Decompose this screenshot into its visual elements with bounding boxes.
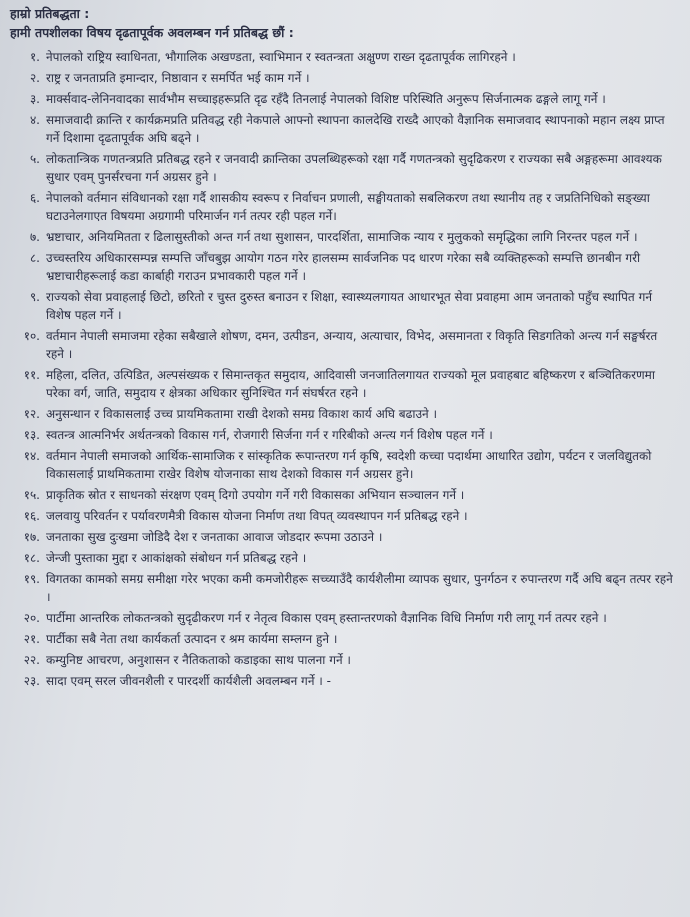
item-number: १३. — [23, 428, 40, 442]
item-number: १७. — [23, 530, 40, 544]
item-number: २३. — [23, 674, 40, 688]
item-number: १९. — [23, 572, 40, 586]
list-item — [10, 447, 682, 483]
list-item — [10, 426, 682, 444]
item-number: २१. — [23, 632, 40, 646]
list-item — [10, 672, 682, 690]
item-text: मार्क्सवाद-लेनिनवादका सार्वभौम सच्चाइहरूप्रति दृढ रहँदै तिनलाई नेपालको विशिष्ट परिस्थिति अनुरूप सिर्जनात्मक ढङ्गले लागू गर्ने । — [46, 92, 606, 106]
list-item — [10, 405, 682, 423]
item-number: ५. — [29, 152, 40, 166]
item-number: १४. — [23, 449, 40, 463]
item-text: नेपालको राष्ट्रिय स्वाधिनता, भौगालिक अखण्डता, स्वाभिमान र स्वतन्त्रता अक्षुण्ण राख्न दृढतापूर्वक लागिरहने । — [46, 50, 516, 64]
item-text: जलवायु परिवर्तन र पर्यावरणमैत्री विकास योजना निर्माण तथा विपत् व्यवस्थापन गर्न प्रतिबद्ध रहने । — [46, 509, 468, 523]
item-number: १५. — [23, 488, 40, 502]
list-item — [10, 366, 682, 402]
item-text: समाजवादी क्रान्ति र कार्यक्रमप्रति प्रतिवद्ध रही नेकपाले आफ्नो स्थापना कालदेखि राख्दै आएको वैज्ञानिक समाजवाद स्थापनाको महान लक्ष्य प्राप्त गर्ने दिशामा दृढतापूर्वक अघि बढ्ने । — [46, 113, 665, 145]
item-number: ११. — [23, 368, 40, 382]
item-number: ८. — [29, 251, 40, 265]
item-text: अनुसन्धान र विकासलाई उच्च प्रायमिकतामा राखी देशको समग्र विकाश कार्य अघि बढाउने । — [46, 407, 438, 421]
list-item — [10, 630, 682, 648]
item-text: पार्टीका सबै नेता तथा कार्यकर्ता उत्पादन र श्रम कार्यमा सम्लग्न हुने । — [46, 632, 338, 646]
item-text: स्वतन्त्र आत्मनिर्भर अर्थतन्त्रको विकास गर्न, रोजगारी सिर्जना गर्न र गरिबीको अन्त्य गर्न विशेष पहल गर्ने । — [46, 428, 493, 442]
item-text: सादा एवम् सरल जीवनशैली र पारदर्शी कार्यशैली अवलम्बन गर्ने । - — [46, 674, 331, 688]
list-item — [10, 570, 682, 606]
item-number: १२. — [23, 407, 40, 421]
list-item — [10, 150, 682, 186]
item-number: १८. — [23, 551, 40, 565]
item-number: ६. — [29, 191, 40, 205]
item-number: १०. — [23, 329, 40, 343]
item-text: राज्यको सेवा प्रवाहलाई छिटो, छरितो र चुस्त दुरुस्त बनाउन र शिक्षा, स्वास्थ्यलगायत आधारभूत सेवा प्रवाहमा आम जनताको पहुँच स्थापित गर्न विशेष पहल गर्ने । — [46, 290, 652, 322]
list-item — [10, 609, 682, 627]
item-text: उच्चस्तरिय अधिकारसम्पन्न सम्पत्ति जाँचबुझ आयोग गठन गरेर हालसम्म सार्वजनिक पद धारण गरेका सबै व्यक्तिहरूको सम्पत्ति छानबीन गरी भ्रष्टाचारीहरूलाई कडा कार्बाही गराउन प्रभावकारी पहल गर्ने । — [46, 251, 641, 283]
list-item — [10, 651, 682, 669]
list-item — [10, 111, 682, 147]
list-item — [10, 327, 682, 363]
list-item — [10, 549, 682, 567]
item-number: १६. — [23, 509, 40, 523]
list-item — [10, 48, 682, 66]
item-text: वर्तमान नेपाली समाजमा रहेका सबैखाले शोषण, दमन, उत्पीडन, अन्याय, अत्याचार, विभेद, असमानता र विकृति सिडगतिको अन्त्य गर्न सङ्घर्षरत रहने । — [46, 329, 658, 361]
item-text: भ्रष्टाचार, अनियमितता र ढिलासुस्तीको अन्त गर्न तथा सुशासन, पारदर्शिता, सामाजिक न्याय र मुलुकको समृद्धिका लागि निरन्तर पहल गर्ने । — [46, 230, 638, 244]
item-number: १. — [29, 50, 40, 64]
list-item — [10, 528, 682, 546]
item-text: जनताका सुख दुःखमा जोडिदै देश र जनताका आवाज जोडदार रूपमा उठाउने । — [46, 530, 383, 544]
item-number: २. — [29, 71, 40, 85]
list-item — [10, 69, 682, 87]
item-text: पार्टीमा आन्तरिक लोकतन्त्रको सुदृढीकरण गर्न र नेतृत्व विकास एवम् हस्तान्तरणको वैज्ञानिक विधि निर्माण गरी लागू गर्न तत्पर रहने । — [46, 611, 607, 625]
document-subheading: हामी तपशीलका विषय दृढतापूर्वक अवलम्बन गर्न प्रतिबद्ध छौं : — [10, 25, 294, 40]
item-number: ७. — [29, 230, 40, 244]
item-number: ३. — [29, 92, 40, 106]
document-heading: हाम्रो प्रतिबद्धता : — [10, 6, 90, 21]
list-item — [10, 486, 682, 504]
item-text: राष्ट्र र जनताप्रति इमान्दार, निष्ठावान र समर्पित भई काम गर्ने । — [46, 71, 310, 85]
item-text: लोकतान्त्रिक गणतन्त्रप्रति प्रतिबद्ध रहने र जनवादी क्रान्तिका उपलब्धिहरूको रक्षा गर्दै गणतन्त्रको सुदृढिकरण र राज्यका सबै अङ्गहरूमा आवश्यक सुधार एवम् पुनर्संरचना गर्न अग्रसर हुने । — [46, 152, 662, 184]
list-item — [10, 90, 682, 108]
item-number: ९. — [29, 290, 40, 304]
item-text: महिला, दलित, उत्पिडित, अल्पसंख्यक र सिमान्तकृत समुदाय, आदिवासी जनजातिलगायत राज्यको मूल प्रवाहबाट बहिष्करण र बञ्चितिकरणमा परेका वर्ग, जाति, समुदाय र क्षेत्रका अधिकार सुनिश्चित गर्न संघर्षरत रहने । — [46, 368, 655, 400]
list-item — [10, 228, 682, 246]
item-number: २२. — [23, 653, 40, 667]
item-number: २०. — [23, 611, 40, 625]
list-item — [10, 507, 682, 525]
commitment-list — [10, 48, 682, 690]
list-item — [10, 249, 682, 285]
item-text: कम्युनिष्ट आचरण, अनुशासन र नैतिकताको कडाइका साथ पालना गर्ने । — [46, 653, 351, 667]
item-text: प्राकृतिक स्रोत र साधनको संरक्षण एवम् दिगो उपयोग गर्ने गरी विकासका अभियान सञ्चालन गर्ने । — [46, 488, 465, 502]
item-text: विगतका कामको समग्र समीक्षा गरेर भएका कमी कमजोरीहरू सच्च्याउँदै कार्यशैलीमा व्यापक सुधार, पुनर्गठन र रुपान्तरण गर्दै अघि बढ्न तत्पर रहने । — [46, 572, 673, 604]
item-number: ४. — [29, 113, 40, 127]
item-text: जेन्जी पुस्ताका मुद्दा र आकांक्षको संबोधन गर्न प्रतिबद्ध रहने । — [46, 551, 307, 565]
list-item — [10, 288, 682, 324]
list-item — [10, 189, 682, 225]
item-text: वर्तमान नेपाली समाजको आर्थिक-सामाजिक र सांस्कृतिक रूपान्तरण गर्न कृषि, स्वदेशी कच्चा पदार्थमा आधारित उद्योग, पर्यटन र जलविद्युतको विकासलाई प्राथमिकतामा राखेर विशेष योजनाका साथ देशको विकास गर्न अग्रसर हुने। — [46, 449, 652, 481]
item-text: नेपालको वर्तमान संविधानको रक्षा गर्दै शासकीय स्वरूप र निर्वाचन प्रणाली, सङ्घीयताको सबलिकरण तथा स्थानीय तह र जप्रतिनिधिको सङ्ख्या घटाउनेलगाएत विषयमा अग्रगामी परिमार्जन गर्न तत्पर रही पहल गर्ने। — [46, 191, 650, 223]
